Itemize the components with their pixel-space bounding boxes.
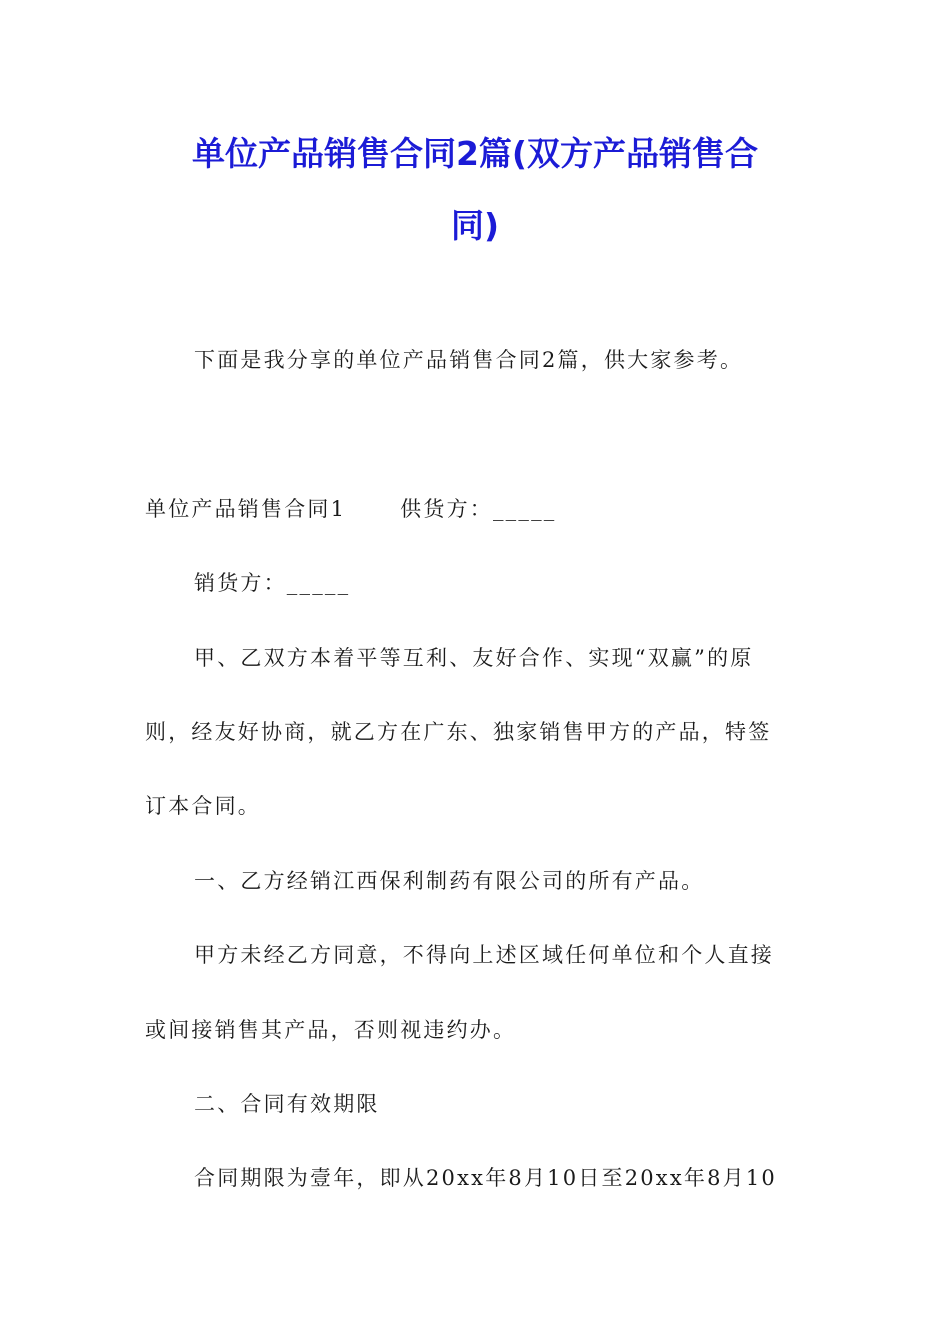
seller-field: 销货方：_____ <box>194 571 351 595</box>
clause-1: 一、乙方经销江西保利制药有限公司的所有产品。 <box>194 869 705 893</box>
paragraph-3-line-1: 合同期限为壹年，即从20xx年8月10日至20xx年8月10 <box>194 1166 777 1190</box>
paragraph-1-line-2: 则，经友好协商，就乙方在广东、独家销售甲方的产品，特签 <box>145 720 772 744</box>
document-title-line-1: 单位产品销售合同2篇(双方产品销售合 <box>191 134 759 173</box>
clause-2-heading: 二、合同有效期限 <box>194 1092 380 1116</box>
paragraph-2-line-2: 或间接销售其产品，否则视违约办。 <box>145 1018 517 1042</box>
paragraph-1-line-1: 甲、乙双方本着平等互利、友好合作、实现“双赢”的原 <box>194 646 754 670</box>
paragraph-1-line-3: 订本合同。 <box>145 794 261 818</box>
intro-paragraph: 下面是我分享的单位产品销售合同2篇，供大家参考。 <box>194 348 744 372</box>
supplier-field: 供货方：_____ <box>400 497 557 521</box>
contract1-heading: 单位产品销售合同1 <box>145 497 347 521</box>
document-title-line-2: 同) <box>450 206 500 245</box>
paragraph-2-line-1: 甲方未经乙方同意，不得向上述区域任何单位和个人直接 <box>194 943 774 967</box>
contract1-heading-line <box>145 494 810 524</box>
